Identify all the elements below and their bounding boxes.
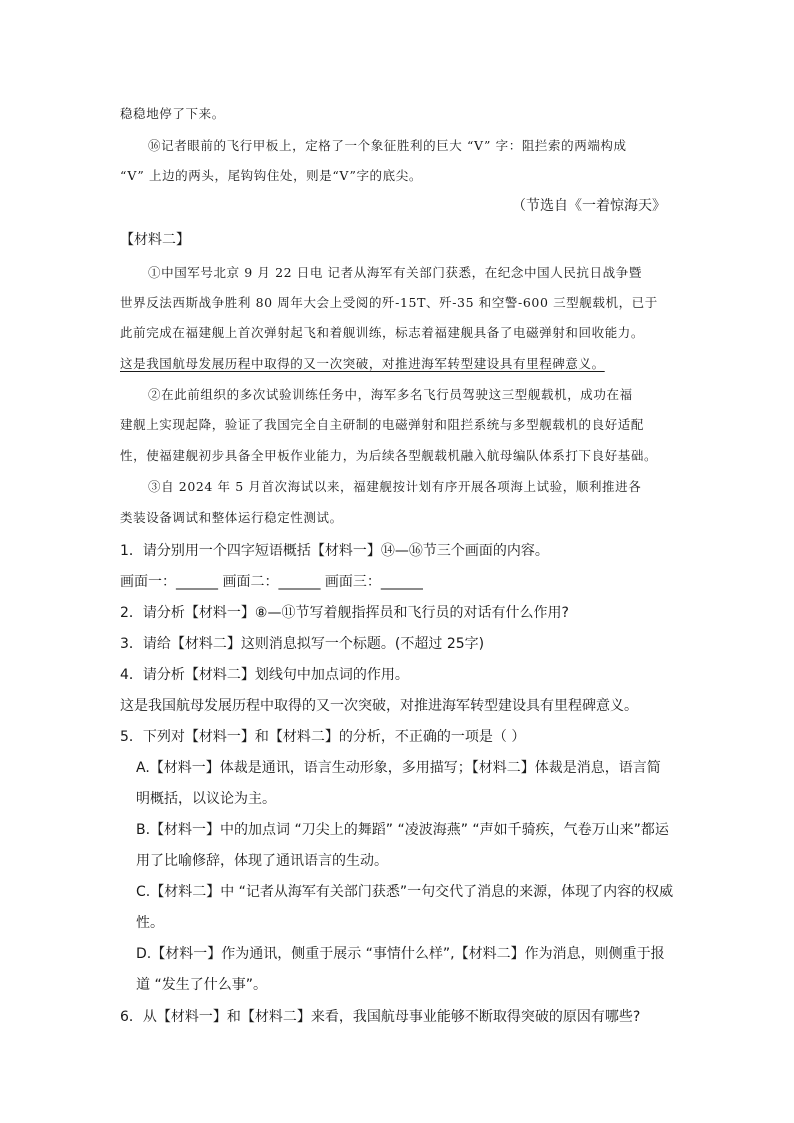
option-d-cont: 道 “发生了什么事”。	[136, 977, 267, 993]
option-a: A.【材料一】体裁是通讯，语言生动形象，多用描写；【材料二】体裁是消息，语言简	[136, 760, 661, 776]
material-two-paragraph-2-line2: 建舰上实现起降，验证了我国完全自主研制的电磁弹射和阻拦系统与多型舰载机的良好适配	[120, 417, 645, 432]
question-1: 1．请分别用一个四字短语概括【材料一】⑭—⑯节三个画面的内容。	[120, 543, 549, 559]
option-b: B.【材料一】中的加点词 “刀尖上的舞蹈” “凌波海燕” “声如千骑疾，气卷万山来”都运	[136, 822, 669, 838]
material-one-ending: 稳稳地停了下来。	[120, 106, 225, 121]
question-5: 5．下列对【材料一】和【材料二】的分析，不正确的一项是（ ）	[120, 729, 526, 745]
material-two-paragraph-3: ③自 2024 年 5 月首次海试以来，福建舰按计划有序开展各项海上试验，顺利推进各	[148, 479, 642, 494]
question-2: 2．请分析【材料一】⑧—⑪节写着舰指挥员和飞行员的对话有什么作用?	[120, 605, 569, 621]
option-b-cont: 用了比喻修辞，体现了通讯语言的生动。	[136, 853, 388, 869]
material-two-paragraph-1-line2: 世界反法西斯战争胜利 80 周年大会上受阅的歼-15T、歼-35 和空警-600 三型舰载机，已于	[120, 295, 658, 310]
question-4-sentence: 这是我国航母发展历程中取得的又一次突破，对推进海军转型建设具有里程碑意义。	[120, 698, 638, 714]
option-c: C.【材料二】中 “记者从海军有关部门获悉”一句交代了消息的来源，体现了内容的权威	[136, 884, 674, 900]
option-c-cont: 性。	[136, 915, 164, 931]
material-one-paragraph-16: ⑯记者眼前的飞行甲板上，定格了一个象征胜利的巨大 “V” 字：阻拦索的两端构成	[148, 138, 627, 153]
material-two-paragraph-1-line3: 此前完成在福建舰上首次弹射起飞和着舰训练，标志着福建舰具备了电磁弹射和回收能力。	[120, 325, 645, 340]
material-two-heading: 【材料二】	[120, 232, 190, 248]
material-two-paragraph-3-line2: 类装设备调试和整体运行稳定性测试。	[120, 510, 343, 525]
material-two-paragraph-1: ①中国军号北京 9 月 22 日电 记者从海军有关部门获悉，在纪念中国人民抗日战争暨	[148, 265, 642, 280]
material-one-paragraph-16-cont: “V” 上边的两头，尾钩钩住处，则是“V”字的底尖。	[120, 168, 422, 183]
question-6: 6．从【材料一】和【材料二】来看，我国航母事业能够不断取得突破的原因有哪些?	[120, 1009, 641, 1025]
source-note: （节选自《一着惊海天》	[512, 198, 666, 214]
material-two-paragraph-2-line3: 性，使福建舰初步具备全甲板作业能力，为后续各型舰载机融入航母编队体系打下良好基础。	[120, 448, 658, 463]
underlined-sentence: 这是我国航母发展历程中取得的又一次突破，对推进海军转型建设具有里程碑意义。	[120, 356, 605, 371]
question-4: 4．请分析【材料二】划线句中加点词的作用。	[120, 667, 409, 683]
question-3: 3．请给【材料二】这则消息拟写一个标题。(不超过 25字)	[120, 636, 485, 652]
material-two-paragraph-2: ②在此前组织的多次试验训练任务中，海军多名飞行员驾驶这三型舰载机，成功在福	[148, 387, 633, 402]
option-a-cont: 明概括，以议论为主。	[136, 791, 276, 807]
question-1-blanks: 画面一：______ 画面二：______ 画面三：______	[120, 574, 423, 590]
option-d: D.【材料一】作为通讯，侧重于展示 “事情什么样”,【材料二】作为消息，则侧重于报	[136, 946, 665, 962]
